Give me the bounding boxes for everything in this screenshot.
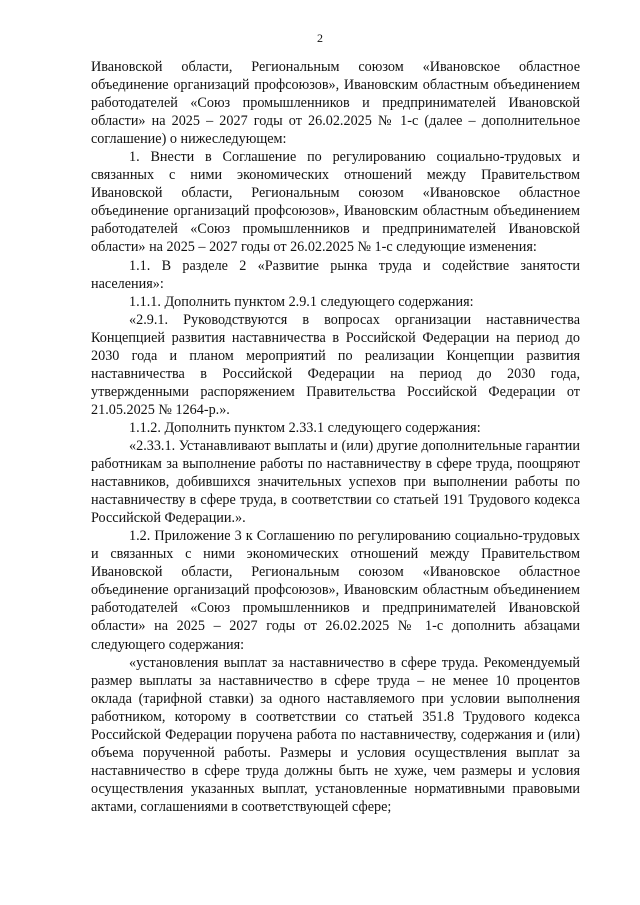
page-number: 2: [317, 31, 323, 45]
paragraph-item-1-2: 1.2. Приложение 3 к Соглашению по регулированию социально-трудовых и связанных с ними экономических отношений между Правительством Ивановской области, Региональным союзом «Ивановское областное объединение организаций профсоюзов», Ивановским областным объединением работодателей «Союз промышленников и предпринимателей Ивановской области» на 2025 – 2027 годы от 26.02.2025 № 1-с дополнить абзацами следующего содержания:: [91, 528, 580, 653]
document-body: [91, 58, 580, 816]
paragraph-item-1-1: 1.1. В разделе 2 «Развитие рынка труда и содействие занятости населения»:: [91, 257, 580, 292]
paragraph-quote-2-9-1: «2.9.1. Руководствуются в вопросах организации наставничества Концепцией развития наставничества в Российской Федерации на период до 2030 года и планом мероприятий по реализации Концепции развития наставничества в Российской Федерации на период до 2030 года, утвержденными распоряжением Правительства Российской Федерации от 21.05.2025 № 1264-р.».: [91, 311, 580, 418]
paragraph-quote-appendix: «установления выплат за наставничество в сфере труда. Рекомендуемый размер выплаты за наставничество в сфере труда – не менее 10 процентов оклада (тарифной ставки) за одного наставляемого при условии выполнения работником, которому в соответствии со статьей 351.8 Трудового кодекса Российской Федерации поручена работа по наставничеству, содержания и (или) объема порученной работы. Размеры и условия осуществления выплат за наставничество в сфере труда должны быть не хуже, чем размеры и условия осуществления указанных выплат, установленные нормативными правовыми актами, соглашениями в соответствующей сфере;: [91, 654, 580, 815]
paragraph-continuation: Ивановской области, Региональным союзом «Ивановское областное объединение организаций профсоюзов», Ивановским областным объединением работодателей «Союз промышленников и предпринимателей Ивановской области» на 2025 – 2027 годы от 26.02.2025 № 1-с (далее – дополнительное соглашение) о нижеследующем:: [91, 59, 580, 148]
paragraph-item-1: 1. Внести в Соглашение по регулированию социально-трудовых и связанных с ними экономических отношений между Правительством Ивановской области, Региональным союзом «Ивановское областное объединение организаций профсоюзов», Ивановским областным объединением работодателей «Союз промышленников и предпринимателей Ивановской области» на 2025 – 2027 годы от 26.02.2025 № 1-с следующие изменения:: [91, 149, 580, 256]
paragraph-item-1-1-2: 1.1.2. Дополнить пунктом 2.33.1 следующего содержания:: [129, 419, 481, 436]
paragraph-quote-2-33-1: «2.33.1. Устанавливают выплаты и (или) другие дополнительные гарантии работникам за выполнение работы по наставничеству в сфере труда, поощряют наставников, добившихся значительных успехов при выполнении работы по наставничеству в сфере труда, в соответствии со статьей 191 Трудового кодекса Российской Федерации.».: [91, 437, 580, 527]
paragraph-item-1-1-1: 1.1.1. Дополнить пунктом 2.9.1 следующего содержания:: [129, 293, 474, 310]
